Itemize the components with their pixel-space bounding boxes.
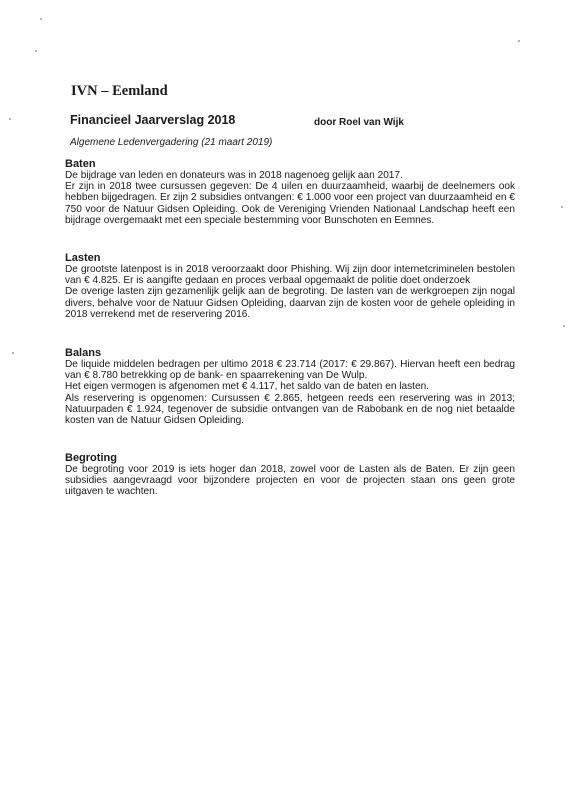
paragraph: De bijdrage van leden en donateurs was in 2018 nagenoeg gelijk aan 2017. xyxy=(65,170,403,181)
scan-speck xyxy=(9,118,11,120)
scan-speck xyxy=(35,50,37,52)
scan-speck xyxy=(40,18,42,20)
organization-name: IVN – Eemland xyxy=(71,83,168,99)
paragraph: De overige lasten zijn gezamenlijk gelijk aan de begroting. De lasten van de werkgroepen zijn nogal divers, behalve voor de Natuur Gidsen Opleiding, daarvan zijn de kosten voor de gehele opleiding in 2018 verrekend met de reservering 2016. xyxy=(65,286,515,320)
section-begroting xyxy=(65,452,515,498)
meeting-subtitle: Algemene Ledenvergadering (21 maart 2019) xyxy=(70,137,273,148)
scan-speck xyxy=(561,206,563,208)
scan-speck xyxy=(518,40,520,42)
section-baten xyxy=(65,158,515,226)
section-balans xyxy=(65,347,515,426)
scan-speck xyxy=(12,352,14,354)
scan-speck xyxy=(563,325,565,327)
report-title: Financieel Jaarverslag 2018 xyxy=(70,113,236,127)
paragraph: Het eigen vermogen is afgenomen met € 4.117, het saldo van de baten en lasten. xyxy=(65,381,429,393)
paragraph: Er zijn in 2018 twee cursussen gegeven: De 4 uilen en duurzaamheid, waarbij de deelnemers ook hebben bijgedragen. Er zijn 2 subsidies ontvangen: € 1.000 voor een project van duurzaamheid en € 750 voor de Natuur Gidsen Opleiding. Ook de Vereniging Vrienden Nationaal Landschap heeft een bijdrage overgemaakt met een speciale bestemming voor Bunschoten en Eemnes. xyxy=(65,181,515,226)
section-heading: Begroting xyxy=(65,452,117,464)
section-heading: Lasten xyxy=(65,252,101,264)
section-heading: Balans xyxy=(65,347,102,359)
report-author: door Roel van Wijk xyxy=(314,117,404,128)
section-heading: Baten xyxy=(65,158,96,170)
paragraph: De begroting voor 2019 is iets hoger dan 2018, zowel voor de Lasten als de Baten. Er zijn geen subsidies aangevraagd voor bijzondere projecten en voor de projecten staan ons geen grote uitgaven te wachten. xyxy=(65,464,515,498)
paragraph: De grootste latenpost is in 2018 veroorzaakt door Phishing. Wij zijn door internetcriminelen bestolen van € 4.825. Er is aangifte gedaan en proces verbaal opgemaakt de politie doet onderzoek xyxy=(65,264,515,287)
section-lasten xyxy=(65,252,515,320)
paragraph: De liquide middelen bedragen per ultimo 2018 € 23.714 (2017: € 29.867). Hiervan heeft een bedrag van € 8.780 betrekking op de bank- en spaarrekening van De Wulp. xyxy=(65,359,515,382)
paragraph: Als reservering is opgenomen: Cursussen € 2.865, hetgeen reeds een reservering was in 2013; Natuurpaden € 1.924, tegenover de subsidie ontvangen van de Rabobank en de nog niet betaalde kosten van de Natuur Gidsen Opleiding. xyxy=(65,392,515,427)
